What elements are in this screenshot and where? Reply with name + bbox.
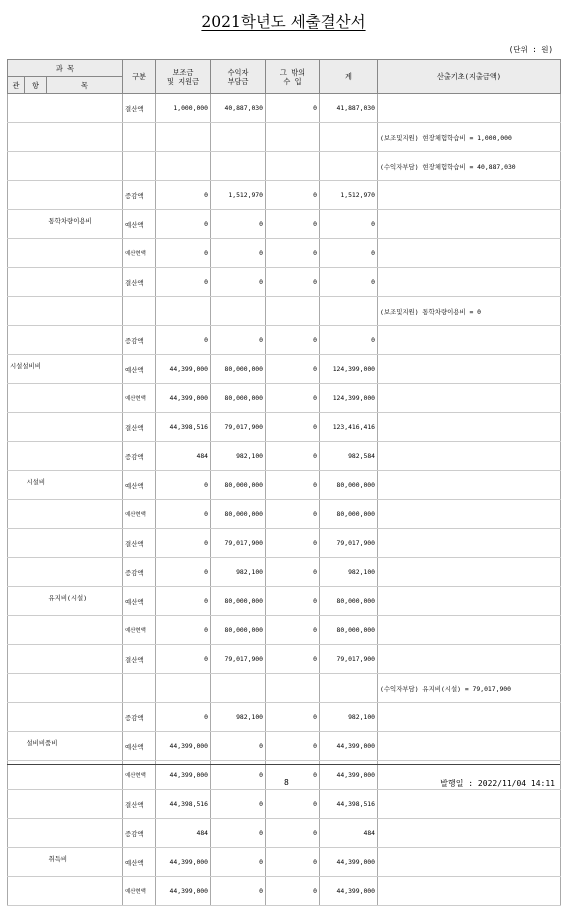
total-cell: 0 <box>320 239 378 268</box>
gubun-cell: 예산액 <box>123 732 156 761</box>
subsidy-cell: 44,399,000 <box>156 761 211 790</box>
gwan-cell <box>8 471 25 500</box>
mok-cell <box>47 645 123 674</box>
gwan-cell <box>8 877 25 906</box>
beneficiary-cell: 80,000,000 <box>211 355 266 384</box>
subsidy-cell: 0 <box>156 268 211 297</box>
gubun-cell: 예산액 <box>123 210 156 239</box>
other-income-cell: 0 <box>266 471 320 500</box>
hang-cell <box>25 181 47 210</box>
hang-cell <box>25 384 47 413</box>
hang-cell: 시설비 <box>25 471 47 500</box>
gubun-cell: 예산현액 <box>123 616 156 645</box>
table-row <box>8 877 561 906</box>
mok-cell <box>47 355 123 384</box>
table-row <box>8 152 561 181</box>
gwan-cell <box>8 210 25 239</box>
table-row <box>8 645 561 674</box>
hang-cell <box>25 703 47 732</box>
total-cell: 79,017,900 <box>320 645 378 674</box>
subsidy-cell: 44,399,000 <box>156 877 211 906</box>
total-cell <box>320 297 378 326</box>
other-income-cell: 0 <box>266 384 320 413</box>
beneficiary-cell: 79,017,900 <box>211 529 266 558</box>
basis-cell <box>378 732 561 761</box>
other-income-cell: 0 <box>266 268 320 297</box>
subsidy-cell: 0 <box>156 210 211 239</box>
table-row <box>8 123 561 152</box>
hang-cell <box>25 587 47 616</box>
other-income-cell <box>266 152 320 181</box>
gwan-cell <box>8 297 25 326</box>
gwan-cell <box>8 500 25 529</box>
hang-cell: 설비비품비 <box>25 732 47 761</box>
table-row <box>8 181 561 210</box>
issue-date: 발행일 : 2022/11/04 14:11 <box>440 779 555 788</box>
table-row <box>8 384 561 413</box>
gubun-cell: 결산액 <box>123 529 156 558</box>
header-hang: 항 <box>25 77 47 94</box>
gubun-cell <box>123 152 156 181</box>
other-income-cell: 0 <box>266 326 320 355</box>
gwan-cell <box>8 587 25 616</box>
beneficiary-cell: 0 <box>211 761 266 790</box>
beneficiary-cell: 0 <box>211 239 266 268</box>
mok-cell <box>47 442 123 471</box>
total-cell: 982,584 <box>320 442 378 471</box>
basis-cell <box>378 355 561 384</box>
mok-cell <box>47 790 123 819</box>
hang-cell <box>25 790 47 819</box>
table-row <box>8 790 561 819</box>
header-kwamok: 과 목 <box>8 60 123 77</box>
subsidy-cell: 0 <box>156 500 211 529</box>
total-cell: 44,398,516 <box>320 790 378 819</box>
total-cell: 80,000,000 <box>320 587 378 616</box>
mok-cell <box>47 94 123 123</box>
basis-cell <box>378 239 561 268</box>
gubun-cell: 예산액 <box>123 471 156 500</box>
mok-cell <box>47 819 123 848</box>
basis-cell: (수익자부담) 유지비(시설) = 79,017,900 <box>378 674 561 703</box>
other-income-cell: 0 <box>266 703 320 732</box>
other-income-cell: 0 <box>266 616 320 645</box>
table-row <box>8 210 561 239</box>
gubun-cell: 예산현액 <box>123 877 156 906</box>
total-cell: 80,000,000 <box>320 500 378 529</box>
hang-cell <box>25 674 47 703</box>
gwan-cell <box>8 848 25 877</box>
table-row <box>8 297 561 326</box>
other-income-cell <box>266 297 320 326</box>
basis-cell <box>378 326 561 355</box>
total-cell: 79,017,900 <box>320 529 378 558</box>
gwan-cell <box>8 442 25 471</box>
gubun-cell: 예산현액 <box>123 761 156 790</box>
other-income-cell: 0 <box>266 529 320 558</box>
gwan-cell <box>8 94 25 123</box>
hang-cell <box>25 326 47 355</box>
gwan-cell <box>8 645 25 674</box>
table-row <box>8 471 561 500</box>
total-cell: 0 <box>320 210 378 239</box>
subsidy-cell: 0 <box>156 529 211 558</box>
subsidy-cell: 0 <box>156 326 211 355</box>
basis-cell <box>378 819 561 848</box>
basis-cell <box>378 558 561 587</box>
gwan-cell: 시설설비비 <box>8 355 25 384</box>
total-cell: 80,000,000 <box>320 471 378 500</box>
mok-cell <box>47 877 123 906</box>
other-income-cell: 0 <box>266 355 320 384</box>
gwan-cell <box>8 732 25 761</box>
beneficiary-cell <box>211 674 266 703</box>
gwan-cell <box>8 239 25 268</box>
other-income-cell: 0 <box>266 413 320 442</box>
mok-cell <box>47 616 123 645</box>
table-row <box>8 500 561 529</box>
basis-cell <box>378 703 561 732</box>
beneficiary-cell: 982,100 <box>211 703 266 732</box>
table-row <box>8 413 561 442</box>
basis-cell <box>378 877 561 906</box>
other-income-cell: 0 <box>266 442 320 471</box>
hang-cell <box>25 239 47 268</box>
beneficiary-cell: 0 <box>211 732 266 761</box>
table-row <box>8 529 561 558</box>
hang-cell <box>25 500 47 529</box>
basis-cell: (수익자부담) 현장체험학습비 = 40,887,030 <box>378 152 561 181</box>
basis-cell <box>378 210 561 239</box>
beneficiary-cell: 0 <box>211 268 266 297</box>
table-row <box>8 587 561 616</box>
gwan-cell <box>8 616 25 645</box>
other-income-cell: 0 <box>266 181 320 210</box>
gubun-cell: 예산액 <box>123 587 156 616</box>
gwan-cell <box>8 819 25 848</box>
subsidy-cell: 0 <box>156 471 211 500</box>
mok-cell <box>47 268 123 297</box>
gubun-cell: 증감액 <box>123 181 156 210</box>
beneficiary-cell: 40,887,030 <box>211 94 266 123</box>
basis-cell <box>378 529 561 558</box>
total-cell: 80,000,000 <box>320 616 378 645</box>
beneficiary-cell: 0 <box>211 877 266 906</box>
basis-cell: (보조및지원) 통학차량이용비 = 0 <box>378 297 561 326</box>
beneficiary-cell <box>211 152 266 181</box>
beneficiary-cell: 982,100 <box>211 558 266 587</box>
mok-cell <box>47 471 123 500</box>
hang-cell <box>25 268 47 297</box>
total-cell: 44,399,000 <box>320 732 378 761</box>
total-cell: 124,399,000 <box>320 355 378 384</box>
subsidy-cell <box>156 674 211 703</box>
mok-cell <box>47 413 123 442</box>
basis-cell <box>378 471 561 500</box>
other-income-cell: 0 <box>266 94 320 123</box>
basis-cell <box>378 268 561 297</box>
other-income-cell <box>266 674 320 703</box>
subsidy-cell: 44,398,516 <box>156 790 211 819</box>
gwan-cell <box>8 703 25 732</box>
basis-cell <box>378 413 561 442</box>
header-total: 계 <box>320 60 378 94</box>
unit-label: (단위 : 원) <box>508 45 553 54</box>
hang-cell <box>25 94 47 123</box>
total-cell: 1,512,970 <box>320 181 378 210</box>
beneficiary-cell: 0 <box>211 326 266 355</box>
beneficiary-cell: 1,512,970 <box>211 181 266 210</box>
document-title: 2021학년도 세출결산서 <box>201 13 366 31</box>
gubun-cell: 증감액 <box>123 558 156 587</box>
subsidy-cell: 0 <box>156 239 211 268</box>
hang-cell <box>25 877 47 906</box>
gubun-cell <box>123 674 156 703</box>
basis-cell <box>378 645 561 674</box>
total-cell: 484 <box>320 819 378 848</box>
subsidy-cell: 0 <box>156 558 211 587</box>
total-cell: 123,416,416 <box>320 413 378 442</box>
subsidy-cell: 0 <box>156 587 211 616</box>
mok-cell <box>47 674 123 703</box>
subsidy-cell: 0 <box>156 645 211 674</box>
page-number: 8 <box>284 778 289 787</box>
table-row <box>8 732 561 761</box>
subsidy-cell <box>156 152 211 181</box>
gwan-cell <box>8 558 25 587</box>
other-income-cell: 0 <box>266 848 320 877</box>
basis-cell <box>378 384 561 413</box>
table-row <box>8 442 561 471</box>
gubun-cell: 결산액 <box>123 645 156 674</box>
hang-cell <box>25 152 47 181</box>
gubun-cell: 증감액 <box>123 442 156 471</box>
mok-cell: 유지비(시설) <box>47 587 123 616</box>
header-mok: 목 <box>47 77 123 94</box>
subsidy-cell: 44,399,000 <box>156 355 211 384</box>
subsidy-cell: 44,399,000 <box>156 732 211 761</box>
gwan-cell <box>8 384 25 413</box>
table-row <box>8 558 561 587</box>
total-cell: 44,399,000 <box>320 761 378 790</box>
total-cell: 982,100 <box>320 558 378 587</box>
other-income-cell: 0 <box>266 210 320 239</box>
header-gubun: 구분 <box>123 60 156 94</box>
gubun-cell: 증감액 <box>123 703 156 732</box>
mok-cell <box>47 703 123 732</box>
beneficiary-cell: 80,000,000 <box>211 471 266 500</box>
other-income-cell <box>266 123 320 152</box>
table-row <box>8 674 561 703</box>
basis-cell <box>378 442 561 471</box>
subsidy-cell <box>156 123 211 152</box>
mok-cell <box>47 123 123 152</box>
total-cell <box>320 674 378 703</box>
beneficiary-cell: 80,000,000 <box>211 616 266 645</box>
hang-cell <box>25 297 47 326</box>
mok-cell <box>47 529 123 558</box>
basis-cell <box>378 848 561 877</box>
header-other-income: 그 밖의 수 입 <box>266 60 320 94</box>
gwan-cell <box>8 413 25 442</box>
hang-cell <box>25 819 47 848</box>
hang-cell <box>25 848 47 877</box>
gwan-cell <box>8 181 25 210</box>
other-income-cell: 0 <box>266 732 320 761</box>
hang-cell <box>25 645 47 674</box>
gubun-cell: 결산액 <box>123 790 156 819</box>
total-cell: 44,399,000 <box>320 848 378 877</box>
hang-cell <box>25 210 47 239</box>
basis-cell <box>378 587 561 616</box>
beneficiary-cell: 0 <box>211 210 266 239</box>
subsidy-cell: 44,399,000 <box>156 384 211 413</box>
beneficiary-cell: 80,000,000 <box>211 500 266 529</box>
gubun-cell: 결산액 <box>123 94 156 123</box>
gubun-cell: 증감액 <box>123 819 156 848</box>
hang-cell <box>25 442 47 471</box>
gubun-cell: 증감액 <box>123 326 156 355</box>
other-income-cell: 0 <box>266 558 320 587</box>
gubun-cell: 예산현액 <box>123 500 156 529</box>
gubun-cell <box>123 297 156 326</box>
mok-cell: 통학차량이용비 <box>47 210 123 239</box>
total-cell <box>320 152 378 181</box>
beneficiary-cell: 0 <box>211 790 266 819</box>
hang-cell <box>25 616 47 645</box>
table-row <box>8 703 561 732</box>
beneficiary-cell <box>211 123 266 152</box>
gubun-cell: 예산현액 <box>123 384 156 413</box>
basis-cell <box>378 616 561 645</box>
header-subsidy: 보조금 및 지원금 <box>156 60 211 94</box>
basis-cell: (보조및지원) 현장체험학습비 = 1,000,000 <box>378 123 561 152</box>
table-row <box>8 616 561 645</box>
other-income-cell: 0 <box>266 790 320 819</box>
gwan-cell <box>8 326 25 355</box>
header-beneficiary: 수익자 부담금 <box>211 60 266 94</box>
hang-cell <box>25 529 47 558</box>
header-gwan: 관 <box>8 77 25 94</box>
gubun-cell: 결산액 <box>123 413 156 442</box>
subsidy-cell: 0 <box>156 703 211 732</box>
gubun-cell: 결산액 <box>123 268 156 297</box>
table-row <box>8 268 561 297</box>
total-cell: 0 <box>320 268 378 297</box>
subsidy-cell: 484 <box>156 442 211 471</box>
gwan-cell <box>8 529 25 558</box>
subsidy-cell: 1,000,000 <box>156 94 211 123</box>
subsidy-cell: 0 <box>156 616 211 645</box>
header-basis: 산출기초(지출금액) <box>378 60 561 94</box>
beneficiary-cell: 79,017,900 <box>211 645 266 674</box>
other-income-cell: 0 <box>266 587 320 616</box>
beneficiary-cell <box>211 297 266 326</box>
table-row <box>8 848 561 877</box>
other-income-cell: 0 <box>266 819 320 848</box>
beneficiary-cell: 80,000,000 <box>211 587 266 616</box>
table-row <box>8 94 561 123</box>
hang-cell <box>25 413 47 442</box>
beneficiary-cell: 0 <box>211 848 266 877</box>
mok-cell: 취득비 <box>47 848 123 877</box>
subsidy-cell: 484 <box>156 819 211 848</box>
gwan-cell <box>8 268 25 297</box>
total-cell: 0 <box>320 326 378 355</box>
total-cell <box>320 123 378 152</box>
total-cell: 44,399,000 <box>320 877 378 906</box>
gubun-cell <box>123 123 156 152</box>
table-row <box>8 239 561 268</box>
beneficiary-cell: 0 <box>211 819 266 848</box>
mok-cell <box>47 326 123 355</box>
other-income-cell: 0 <box>266 239 320 268</box>
table-row <box>8 819 561 848</box>
mok-cell <box>47 181 123 210</box>
gubun-cell: 예산액 <box>123 848 156 877</box>
basis-cell <box>378 94 561 123</box>
subsidy-cell: 44,398,516 <box>156 413 211 442</box>
subsidy-cell <box>156 297 211 326</box>
other-income-cell: 0 <box>266 761 320 790</box>
mok-cell <box>47 152 123 181</box>
subsidy-cell: 0 <box>156 181 211 210</box>
gwan-cell <box>8 152 25 181</box>
total-cell: 124,399,000 <box>320 384 378 413</box>
gubun-cell: 예산현액 <box>123 239 156 268</box>
beneficiary-cell: 80,000,000 <box>211 384 266 413</box>
mok-cell <box>47 500 123 529</box>
hang-cell <box>25 558 47 587</box>
beneficiary-cell: 982,100 <box>211 442 266 471</box>
table-row <box>8 326 561 355</box>
mok-cell <box>47 239 123 268</box>
other-income-cell: 0 <box>266 645 320 674</box>
subsidy-cell: 44,399,000 <box>156 848 211 877</box>
beneficiary-cell: 79,017,900 <box>211 413 266 442</box>
hang-cell <box>25 123 47 152</box>
gwan-cell <box>8 790 25 819</box>
mok-cell <box>47 384 123 413</box>
basis-cell <box>378 500 561 529</box>
total-cell: 982,100 <box>320 703 378 732</box>
mok-cell <box>47 732 123 761</box>
table-row <box>8 355 561 384</box>
mok-cell <box>47 558 123 587</box>
footer-divider <box>7 764 560 765</box>
other-income-cell: 0 <box>266 877 320 906</box>
gubun-cell: 예산액 <box>123 355 156 384</box>
other-income-cell: 0 <box>266 500 320 529</box>
basis-cell <box>378 181 561 210</box>
mok-cell <box>47 297 123 326</box>
gwan-cell <box>8 674 25 703</box>
gwan-cell <box>8 123 25 152</box>
total-cell: 41,887,030 <box>320 94 378 123</box>
basis-cell <box>378 790 561 819</box>
